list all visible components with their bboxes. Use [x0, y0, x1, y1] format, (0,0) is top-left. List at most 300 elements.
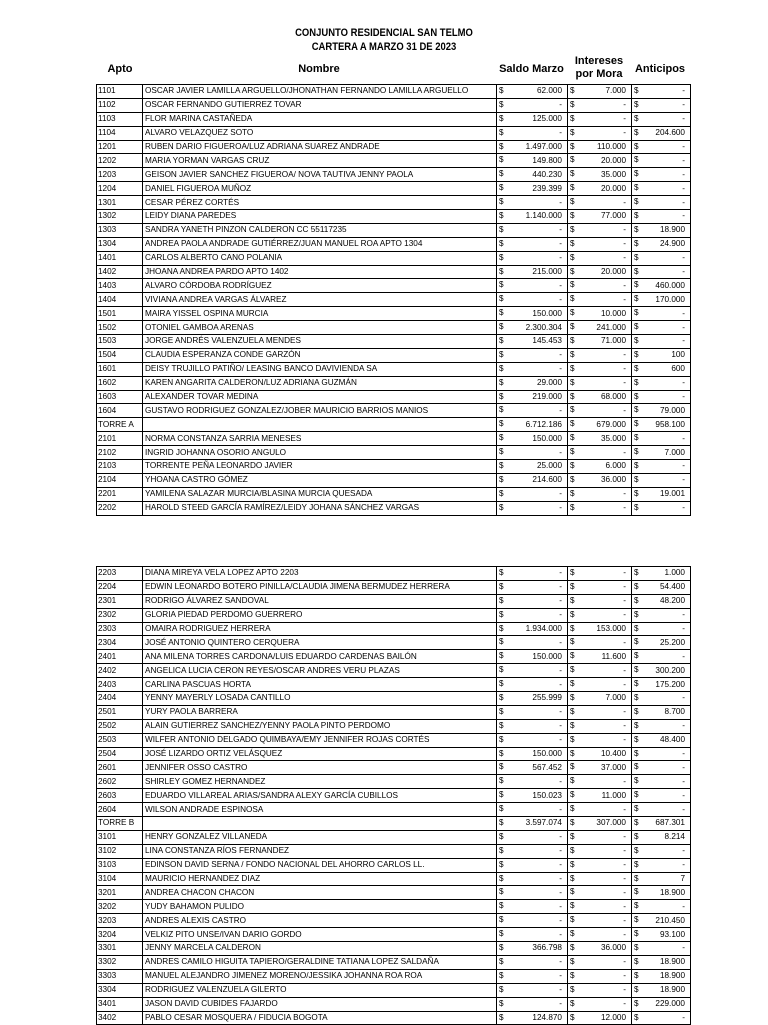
anticipos-cell	[632, 98, 691, 112]
saldo-cell-value: 125.000	[532, 114, 562, 124]
intereses-cell-value: -	[623, 405, 626, 415]
currency-symbol: $	[499, 113, 504, 123]
saldo-cell	[497, 872, 568, 886]
intereses-cell	[568, 983, 632, 997]
apto-cell: 1201	[97, 140, 143, 154]
currency-symbol: $	[570, 623, 575, 633]
currency-symbol: $	[634, 252, 639, 262]
anticipos-cell	[632, 376, 691, 390]
currency-symbol: $	[634, 155, 639, 165]
intereses-cell	[568, 817, 632, 831]
intereses-cell-value: 36.000	[600, 943, 626, 953]
intereses-cell	[568, 872, 632, 886]
saldo-cell-value: 150.000	[532, 308, 562, 318]
currency-symbol: $	[499, 637, 504, 647]
anticipos-cell	[632, 460, 691, 474]
intereses-cell-value: 11.600	[601, 651, 626, 661]
nombre-cell: ANDREA PAOLA ANDRADE GUTIÉRREZ/JUAN MANUEL ROA APTO 1304	[143, 237, 497, 251]
intereses-cell-value: -	[623, 197, 626, 207]
anticipos-cell	[632, 501, 691, 515]
apto-cell: 2602	[97, 775, 143, 789]
currency-symbol: $	[570, 901, 575, 911]
anticipos-cell	[632, 955, 691, 969]
anticipos-cell	[632, 983, 691, 997]
currency-symbol: $	[570, 693, 575, 703]
intereses-cell	[568, 154, 632, 168]
table-row	[97, 844, 691, 858]
nombre-cell: EDWIN LEONARDO BOTERO PINILLA/CLAUDIA JIMENA BERMUDEZ HERRERA	[143, 580, 497, 594]
anticipos-cell	[632, 650, 691, 664]
anticipos-cell	[632, 168, 691, 182]
currency-symbol: $	[499, 238, 504, 248]
anticipos-cell	[632, 664, 691, 678]
table-row	[97, 98, 691, 112]
currency-symbol: $	[634, 943, 639, 953]
currency-symbol: $	[634, 956, 639, 966]
currency-symbol: $	[570, 113, 575, 123]
intereses-cell-value: -	[623, 901, 626, 911]
document-title-line1: CONJUNTO RESIDENCIAL SAN TELMO	[295, 27, 473, 39]
intereses-cell	[568, 446, 632, 460]
apto-cell: 3104	[97, 872, 143, 886]
intereses-cell	[568, 307, 632, 321]
anticipos-cell-value: -	[682, 308, 685, 318]
intereses-cell	[568, 747, 632, 761]
currency-symbol: $	[570, 419, 575, 429]
intereses-cell	[568, 664, 632, 678]
nombre-cell: CARLOS ALBERTO CANO POLANIA	[143, 251, 497, 265]
nombre-cell: OSCAR JAVIER LAMILLA ARGUELLO/JHONATHAN FERNANDO LAMILLA ARGUELLO	[143, 85, 497, 99]
currency-symbol: $	[499, 308, 504, 318]
anticipos-cell	[632, 567, 691, 581]
intereses-cell-value: -	[623, 915, 626, 925]
anticipos-cell-value: -	[682, 197, 685, 207]
currency-symbol: $	[499, 405, 504, 415]
intereses-cell	[568, 293, 632, 307]
anticipos-cell-value: 19.001	[659, 489, 685, 499]
currency-symbol: $	[499, 665, 504, 675]
anticipos-cell-value: -	[682, 1012, 685, 1022]
currency-symbol: $	[499, 461, 504, 471]
anticipos-cell	[632, 594, 691, 608]
apto-cell: 3203	[97, 914, 143, 928]
saldo-cell-value: 567.452	[532, 762, 562, 772]
currency-symbol: $	[499, 211, 504, 221]
currency-symbol: $	[570, 377, 575, 387]
currency-symbol: $	[570, 581, 575, 591]
saldo-cell-value: -	[559, 999, 562, 1009]
intereses-cell-value: 71.000	[600, 336, 626, 346]
saldo-cell-value: 3.597.074	[525, 818, 562, 828]
intereses-cell-value: -	[623, 128, 626, 138]
saldo-cell	[497, 928, 568, 942]
apto-cell: 3101	[97, 830, 143, 844]
currency-symbol: $	[499, 693, 504, 703]
intereses-cell	[568, 705, 632, 719]
currency-symbol: $	[570, 665, 575, 675]
saldo-cell-value: 1.497.000	[525, 142, 562, 151]
anticipos-cell-value: -	[682, 901, 685, 911]
apto-cell: 3303	[97, 969, 143, 983]
currency-symbol: $	[570, 266, 575, 276]
saldo-cell-value: 2.300.304	[525, 322, 562, 332]
saldo-cell-value: -	[559, 128, 562, 138]
anticipos-cell-value: -	[682, 267, 685, 277]
currency-symbol: $	[634, 804, 639, 814]
table-row	[97, 182, 691, 196]
intereses-cell-value: 10.400	[600, 749, 626, 759]
nombre-cell: EDINSON DAVID SERNA / FONDO NACIONAL DEL AHORRO CARLOS LL.	[143, 858, 497, 872]
saldo-cell-value: -	[559, 915, 562, 925]
anticipos-cell-value: 93.100	[659, 929, 685, 939]
currency-symbol: $	[570, 568, 575, 577]
nombre-cell: ANDREA CHACON CHACON	[143, 886, 497, 900]
apto-cell: 1203	[97, 168, 143, 182]
currency-symbol: $	[499, 929, 504, 939]
saldo-cell	[497, 830, 568, 844]
saldo-cell	[497, 251, 568, 265]
currency-symbol: $	[570, 308, 575, 318]
nombre-cell: ANGELICA LUCIA CERON REYES/OSCAR ANDRES VERU PLAZAS	[143, 664, 497, 678]
nombre-cell: FLOR MARINA CASTAÑEDA	[143, 112, 497, 126]
currency-symbol: $	[634, 706, 639, 716]
nombre-cell: EDUARDO VILLAREAL ARIAS/SANDRA ALEXY GARCÍA CUBILLOS	[143, 789, 497, 803]
currency-symbol: $	[634, 887, 639, 897]
nombre-cell: CESAR PÉREZ CORTÉS	[143, 196, 497, 210]
anticipos-cell	[632, 432, 691, 446]
anticipos-cell-value: 1.000	[664, 568, 685, 578]
table-row	[97, 126, 691, 140]
intereses-cell-value: -	[623, 596, 626, 606]
currency-symbol: $	[570, 762, 575, 772]
nombre-cell: CARLINA PASCUAS HORTA	[143, 678, 497, 692]
intereses-cell	[568, 335, 632, 349]
intereses-cell-value: 37.000	[600, 762, 626, 772]
anticipos-cell	[632, 636, 691, 650]
table-row	[97, 293, 691, 307]
intereses-cell-value: -	[623, 364, 626, 374]
apto-cell: 1301	[97, 196, 143, 210]
saldo-cell	[497, 997, 568, 1011]
saldo-cell	[497, 747, 568, 761]
saldo-cell-value: -	[559, 503, 562, 513]
intereses-cell-value: -	[623, 860, 626, 870]
anticipos-cell-value: -	[682, 100, 685, 110]
currency-symbol: $	[499, 818, 504, 828]
intereses-cell-value: -	[623, 568, 626, 578]
anticipos-cell-value: -	[682, 336, 685, 346]
currency-symbol: $	[499, 86, 504, 95]
intereses-cell	[568, 567, 632, 581]
table-row	[97, 678, 691, 692]
apto-cell: 2404	[97, 692, 143, 706]
currency-symbol: $	[499, 252, 504, 262]
saldo-cell	[497, 223, 568, 237]
table-row	[97, 376, 691, 390]
apto-cell: 2204	[97, 580, 143, 594]
currency-symbol: $	[570, 720, 575, 730]
currency-symbol: $	[570, 197, 575, 207]
currency-symbol: $	[634, 502, 639, 512]
intereses-cell	[568, 900, 632, 914]
apto-cell: 2503	[97, 733, 143, 747]
currency-symbol: $	[570, 238, 575, 248]
table-row	[97, 154, 691, 168]
anticipos-cell	[632, 900, 691, 914]
currency-symbol: $	[634, 349, 639, 359]
currency-symbol: $	[499, 419, 504, 429]
document-title-line2: CARTERA A MARZO 31 DE 2023	[311, 41, 457, 53]
anticipos-cell-value: 18.900	[659, 971, 685, 981]
saldo-cell-value: 255.999	[532, 693, 562, 703]
intereses-cell	[568, 969, 632, 983]
apto-cell: 2103	[97, 460, 143, 474]
anticipos-cell-value: -	[682, 211, 685, 221]
apto-cell: 2502	[97, 719, 143, 733]
anticipos-cell-value: -	[682, 253, 685, 263]
intereses-cell-value: -	[623, 350, 626, 360]
anticipos-cell-value: 958.100	[655, 419, 685, 429]
currency-symbol: $	[499, 748, 504, 758]
currency-symbol: $	[499, 322, 504, 332]
intereses-cell	[568, 844, 632, 858]
anticipos-cell	[632, 761, 691, 775]
anticipos-cell	[632, 872, 691, 886]
currency-symbol: $	[499, 970, 504, 980]
currency-symbol: $	[634, 266, 639, 276]
saldo-cell	[497, 650, 568, 664]
saldo-cell	[497, 196, 568, 210]
intereses-cell-value: -	[623, 503, 626, 513]
nombre-cell: SANDRA YANETH PINZON CALDERON CC 55117235	[143, 223, 497, 237]
anticipos-cell	[632, 487, 691, 501]
apto-cell: 1403	[97, 279, 143, 293]
nombre-cell: VIVIANA ANDREA VARGAS ÁLVAREZ	[143, 293, 497, 307]
table-row	[97, 140, 691, 154]
saldo-cell-value: -	[559, 100, 562, 110]
anticipos-cell-value: -	[682, 475, 685, 485]
apto-cell: 1303	[97, 223, 143, 237]
anticipos-cell	[632, 928, 691, 942]
anticipos-cell-value: -	[682, 433, 685, 443]
anticipos-cell	[632, 733, 691, 747]
anticipos-cell	[632, 844, 691, 858]
nombre-cell: CLAUDIA ESPERANZA CONDE GARZÓN	[143, 348, 497, 362]
table-row	[97, 761, 691, 775]
currency-symbol: $	[634, 86, 639, 95]
intereses-cell	[568, 85, 632, 99]
intereses-cell	[568, 692, 632, 706]
currency-symbol: $	[634, 693, 639, 703]
table-row	[97, 501, 691, 515]
intereses-cell	[568, 487, 632, 501]
nombre-cell: RODRIGUEZ VALENZUELA GILERTO	[143, 983, 497, 997]
currency-symbol: $	[570, 998, 575, 1008]
anticipos-cell-value: 204.600	[655, 128, 685, 138]
anticipos-cell-value: 7	[680, 874, 685, 884]
currency-symbol: $	[634, 665, 639, 675]
saldo-cell	[497, 446, 568, 460]
anticipos-cell	[632, 473, 691, 487]
table-row	[97, 692, 691, 706]
saldo-cell	[497, 418, 568, 432]
anticipos-cell	[632, 112, 691, 126]
currency-symbol: $	[634, 211, 639, 221]
nombre-cell: JOSÉ LIZARDO ORTIZ VELÁSQUEZ	[143, 747, 497, 761]
anticipos-cell	[632, 622, 691, 636]
saldo-cell-value: 145.453	[532, 336, 562, 346]
saldo-cell-value: -	[559, 874, 562, 884]
saldo-cell	[497, 154, 568, 168]
currency-symbol: $	[499, 984, 504, 994]
nombre-cell: TORRENTE PEÑA LEONARDO JAVIER	[143, 460, 497, 474]
currency-symbol: $	[570, 790, 575, 800]
intereses-cell-value: 6.000	[605, 461, 626, 471]
saldo-cell-value: -	[559, 253, 562, 263]
currency-symbol: $	[499, 391, 504, 401]
anticipos-cell	[632, 830, 691, 844]
currency-symbol: $	[499, 859, 504, 869]
anticipos-cell	[632, 223, 691, 237]
intereses-cell	[568, 830, 632, 844]
anticipos-cell-value: -	[682, 183, 685, 193]
saldo-cell	[497, 803, 568, 817]
table-row	[97, 775, 691, 789]
anticipos-cell	[632, 446, 691, 460]
table-row	[97, 886, 691, 900]
intereses-cell	[568, 404, 632, 418]
anticipos-cell-value: 18.900	[659, 957, 685, 967]
nombre-cell: DANIEL FIGUEROA MUÑOZ	[143, 182, 497, 196]
anticipos-cell	[632, 1011, 691, 1025]
anticipos-cell-value: -	[682, 790, 685, 800]
intereses-cell	[568, 348, 632, 362]
nombre-cell: ALVARO CÓRDOBA RODRÍGUEZ	[143, 279, 497, 293]
apto-cell: 2401	[97, 650, 143, 664]
saldo-cell-value: -	[559, 957, 562, 967]
intereses-cell-value: -	[623, 721, 626, 731]
intereses-cell	[568, 168, 632, 182]
currency-symbol: $	[570, 127, 575, 137]
intereses-cell-value: -	[623, 999, 626, 1009]
currency-symbol: $	[499, 568, 504, 577]
saldo-cell	[497, 362, 568, 376]
saldo-cell	[497, 858, 568, 872]
saldo-cell-value: 124.870	[532, 1012, 562, 1022]
currency-symbol: $	[570, 1012, 575, 1022]
anticipos-cell-value: 18.900	[659, 887, 685, 897]
currency-symbol: $	[634, 461, 639, 471]
currency-symbol: $	[499, 790, 504, 800]
currency-symbol: $	[499, 502, 504, 512]
currency-symbol: $	[570, 86, 575, 95]
currency-symbol: $	[634, 776, 639, 786]
anticipos-cell	[632, 969, 691, 983]
anticipos-cell-value: -	[682, 776, 685, 786]
anticipos-cell	[632, 237, 691, 251]
apto-cell: 1102	[97, 98, 143, 112]
apto-cell: 1401	[97, 251, 143, 265]
apto-cell: 1104	[97, 126, 143, 140]
table-row	[97, 432, 691, 446]
table-row	[97, 446, 691, 460]
anticipos-cell	[632, 362, 691, 376]
anticipos-cell-value: 210.450	[655, 915, 685, 925]
table-row	[97, 928, 691, 942]
currency-symbol: $	[570, 776, 575, 786]
anticipos-cell	[632, 265, 691, 279]
nombre-cell: YHOANA CASTRO GÓMEZ	[143, 473, 497, 487]
apto-cell: 1204	[97, 182, 143, 196]
saldo-cell-value: -	[559, 665, 562, 675]
nombre-cell: ANDRES CAMILO HIGUITA TAPIERO/GERALDINE TATIANA LOPEZ SALDAÑA	[143, 955, 497, 969]
currency-symbol: $	[499, 377, 504, 387]
anticipos-cell-value: -	[682, 169, 685, 179]
apto-cell: 1402	[97, 265, 143, 279]
anticipos-cell-value: 100	[671, 350, 685, 360]
table-row	[97, 747, 691, 761]
currency-symbol: $	[634, 929, 639, 939]
currency-symbol: $	[634, 1012, 639, 1022]
nombre-cell: GUSTAVO RODRIGUEZ GONZALEZ/JOBER MAURICIO BARRIOS MANIOS	[143, 404, 497, 418]
saldo-cell	[497, 914, 568, 928]
currency-symbol: $	[634, 113, 639, 123]
nombre-cell: ANDRES ALEXIS CASTRO	[143, 914, 497, 928]
nombre-cell: YURY PAOLA BARRERA	[143, 705, 497, 719]
currency-symbol: $	[499, 831, 504, 841]
currency-symbol: $	[499, 915, 504, 925]
saldo-cell	[497, 664, 568, 678]
saldo-cell	[497, 1011, 568, 1025]
nombre-cell: OMAIRA RODRIGUEZ HERRERA	[143, 622, 497, 636]
apto-cell: 1302	[97, 210, 143, 224]
saldo-cell	[497, 265, 568, 279]
table-row	[97, 223, 691, 237]
currency-symbol: $	[570, 280, 575, 290]
currency-symbol: $	[499, 183, 504, 193]
currency-symbol: $	[570, 804, 575, 814]
saldo-cell-value: 1.934.000	[525, 624, 562, 633]
saldo-cell	[497, 955, 568, 969]
saldo-cell	[497, 733, 568, 747]
saldo-cell	[497, 140, 568, 154]
currency-symbol: $	[634, 595, 639, 605]
saldo-cell-value: 150.000	[532, 651, 562, 661]
currency-symbol: $	[634, 419, 639, 429]
saldo-cell	[497, 126, 568, 140]
anticipos-cell-value: -	[682, 693, 685, 703]
intereses-cell	[568, 196, 632, 210]
nombre-cell: JHOANA ANDREA PARDO APTO 1402	[143, 265, 497, 279]
currency-symbol: $	[499, 349, 504, 359]
anticipos-cell	[632, 914, 691, 928]
intereses-cell-value: 7.000	[605, 693, 626, 703]
currency-symbol: $	[570, 183, 575, 193]
nombre-cell: YENNY MAYERLY LOSADA CANTILLO	[143, 692, 497, 706]
nombre-cell: SHIRLEY GOMEZ HERNANDEZ	[143, 775, 497, 789]
currency-symbol: $	[634, 169, 639, 179]
intereses-cell-value: -	[623, 887, 626, 897]
nombre-cell: KAREN ANGARITA CALDERON/LUZ ADRIANA GUZMÁN	[143, 376, 497, 390]
table-row	[97, 719, 691, 733]
currency-symbol: $	[634, 224, 639, 234]
currency-symbol: $	[570, 99, 575, 109]
table-row	[97, 460, 691, 474]
anticipos-cell-value: 79.000	[659, 405, 685, 415]
currency-symbol: $	[499, 595, 504, 605]
saldo-cell-value: 25.000	[536, 461, 562, 471]
table-row	[97, 237, 691, 251]
